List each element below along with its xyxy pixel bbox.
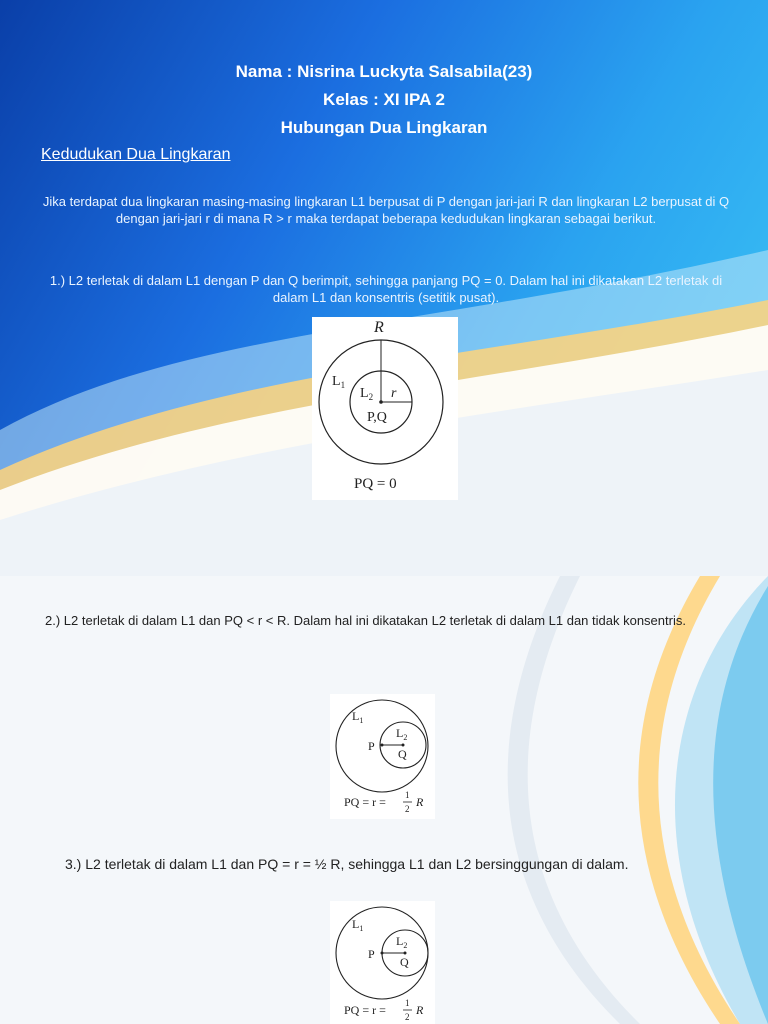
fraction-numerator: 1 — [405, 790, 410, 800]
fraction-numerator: 1 — [405, 998, 410, 1008]
label-pq: P,Q — [367, 410, 387, 425]
concentric-circles-diagram — [312, 317, 458, 500]
label-R: R — [374, 319, 384, 336]
label-l1: $L_1$ — [352, 709, 364, 725]
non-concentric-circles-diagram — [330, 694, 435, 819]
item-2-text: 2.) L2 terletak di dalam L1 dan PQ < r < R. Dalam hal ini dikatakan L2 terletak di dalam L1 dan tidak konsentris. — [45, 613, 686, 628]
item-3-text: 3.) L2 terletak di dalam L1 dan PQ = r = ½ R, sehingga L1 dan L2 bersinggungan di dalam. — [65, 856, 629, 872]
point-p — [381, 952, 384, 955]
caption-right: R — [416, 1003, 424, 1017]
figure-non-concentric-circles — [330, 694, 435, 819]
caption-pq-0: PQ = 0 — [354, 476, 397, 492]
label-q: Q — [398, 747, 407, 761]
internally-tangent-circles-diagram — [330, 901, 435, 1024]
section-title: Kedudukan Dua Lingkaran — [41, 146, 231, 163]
label-l2: $L_2$ — [360, 386, 374, 402]
label-l2: $L_2$ — [396, 726, 408, 742]
label-p: P — [368, 739, 375, 753]
label-q: Q — [400, 955, 409, 969]
figure-concentric-circles — [312, 317, 458, 500]
point-p — [381, 744, 384, 747]
slide-2 — [0, 576, 768, 1024]
item-1-text: 1.) L2 terletak di dalam L1 dengan P dan Q berimpit, sehingga panjang PQ = 0. Dalam hal ini dikatakan L2 terletak di dalam L1 dan konsentris (setitik pusat). — [49, 273, 723, 305]
label-l1: $L_1$ — [332, 374, 346, 390]
caption-left: PQ = r = — [344, 795, 386, 809]
label-p: P — [368, 947, 375, 961]
figure-internally-tangent-circles — [330, 901, 435, 1024]
student-class: Kelas : XI IPA 2 — [323, 90, 445, 109]
fraction-denominator: 2 — [405, 804, 410, 814]
topic-title: Hubungan Dua Lingkaran — [280, 118, 488, 137]
student-name: Nama : Nisrina Luckyta Salsabila(23) — [235, 62, 533, 81]
intro-paragraph: Jika terdapat dua lingkaran masing-masing lingkaran L1 berpusat di P dengan jari-jari R dan lingkaran L2 berpusat di Q dengan jari-jari r di mana R > r maka terdapat beberapa kedudukan lingkaran sebagai berikut. — [42, 194, 730, 226]
caption-left: PQ = r = — [344, 1003, 386, 1017]
label-l1: $L_1$ — [352, 917, 364, 933]
center-point — [379, 400, 383, 404]
fraction-denominator: 2 — [405, 1012, 410, 1022]
label-r: r — [391, 386, 397, 401]
caption-right: R — [416, 795, 424, 809]
label-l2: $L_2$ — [396, 934, 408, 950]
